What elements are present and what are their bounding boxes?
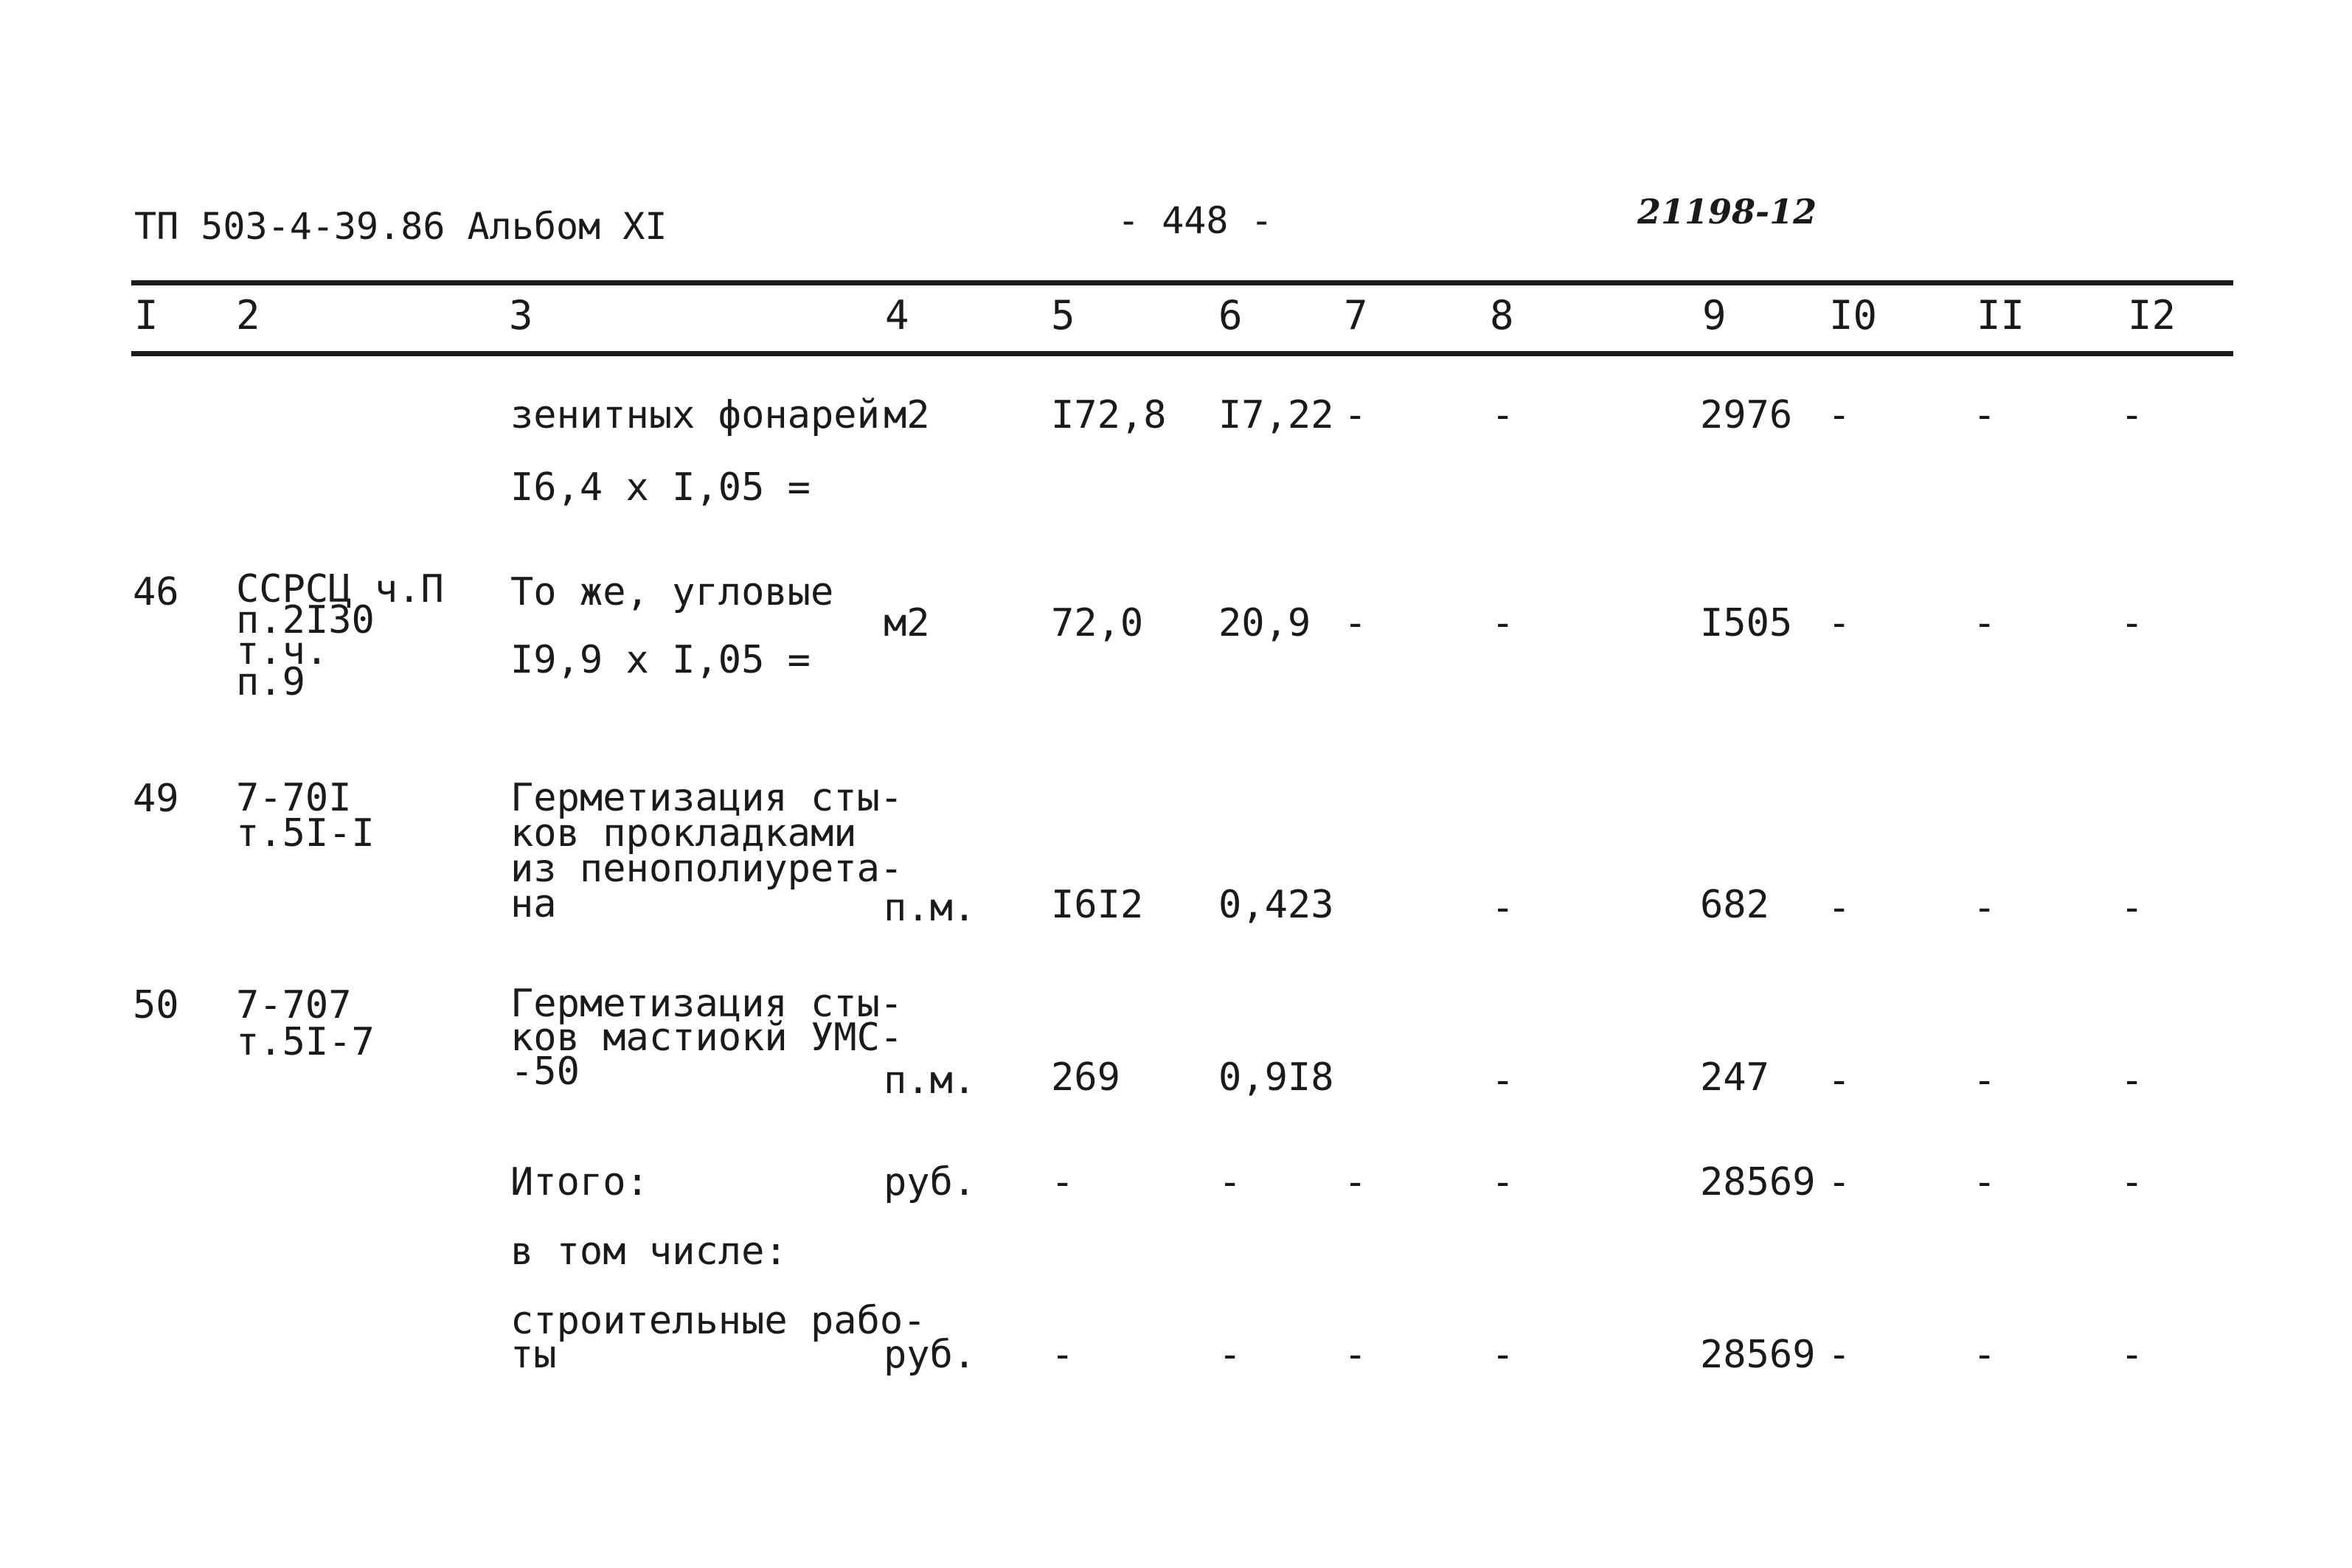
row-col8: - (1491, 601, 1515, 645)
row-col11: - (1973, 601, 1997, 645)
row-description: в том числе: (510, 1229, 788, 1274)
row-col5: I72,8 (1051, 393, 1167, 437)
row-col12: - (2120, 393, 2144, 437)
column-number: 5 (1051, 292, 1075, 339)
row-col7: - (1344, 393, 1367, 437)
row-col5: - (1051, 1333, 1075, 1377)
row-col5: 269 (1051, 1055, 1120, 1100)
row-col5: 72,0 (1051, 601, 1144, 645)
row-subformula: I6,4 x I,05 = (510, 465, 811, 510)
row-subformula: I9,9 x I,05 = (510, 638, 811, 682)
row-col8: - (1491, 1160, 1515, 1204)
row-col8: - (1491, 1058, 1515, 1103)
row-code: 7-707 т.5I-7 (236, 983, 375, 1064)
row-col11: - (1973, 1333, 1997, 1377)
column-number: 8 (1490, 292, 1514, 339)
table-header-rule (131, 351, 2233, 356)
column-number: 7 (1344, 292, 1368, 339)
row-col12: - (2120, 1160, 2144, 1204)
row-code: ССРСЦ ч.П п.2I30 т.ч. п.9 (236, 567, 444, 704)
row-col10: - (1828, 393, 1851, 437)
row-col12: - (2120, 1058, 2144, 1103)
row-col7: - (1344, 601, 1367, 645)
row-col10: - (1828, 1160, 1851, 1204)
row-description: Итого: (510, 1160, 649, 1204)
column-number: I2 (2128, 292, 2176, 339)
row-unit: руб. (884, 1160, 976, 1204)
row-col11: - (1973, 393, 1997, 437)
handwritten-reference: 21198-12 (1637, 192, 1817, 232)
column-number: 3 (509, 292, 533, 339)
row-col8: - (1491, 1333, 1515, 1377)
row-col9: 28569 (1700, 1333, 1816, 1377)
row-unit: п.м. (884, 886, 976, 930)
row-col12: - (2120, 886, 2144, 930)
row-description: Герметизация сты- ков мастиокй УМС- -50 (510, 982, 903, 1094)
row-unit: м2 (884, 393, 930, 437)
row-col9: 2976 (1700, 393, 1793, 437)
row-col6: - (1218, 1333, 1242, 1377)
row-col9: I505 (1700, 601, 1793, 645)
row-col6: I7,22 (1218, 393, 1334, 437)
row-number: 50 (133, 983, 179, 1027)
row-col8: - (1491, 886, 1515, 930)
row-col6: - (1218, 1160, 1242, 1204)
row-col9: 247 (1700, 1055, 1769, 1100)
row-col7: - (1344, 1333, 1367, 1377)
row-unit: руб. (884, 1333, 976, 1377)
row-col6: 0,423 (1218, 883, 1334, 927)
row-number: 46 (133, 570, 179, 614)
row-col12: - (2120, 1333, 2144, 1377)
row-code: 7-70I т.5I-I (236, 776, 375, 856)
page-number: - 448 - (1117, 199, 1273, 242)
row-col10: - (1828, 886, 1851, 930)
column-number: I0 (1829, 292, 1878, 339)
row-col11: - (1973, 1058, 1997, 1103)
row-col6: 0,9I8 (1218, 1055, 1334, 1100)
column-number: 6 (1218, 292, 1243, 339)
row-unit: п.м. (884, 1058, 976, 1103)
row-description: зенитных фонарей (510, 393, 880, 437)
column-number: 4 (885, 292, 909, 339)
row-col7: - (1344, 1160, 1367, 1204)
column-number: 9 (1702, 292, 1727, 339)
row-col9: 682 (1700, 883, 1769, 927)
row-description: То же, угловые (510, 570, 834, 614)
row-description: строительные рабо- ты (510, 1299, 926, 1377)
table-top-rule (131, 280, 2233, 285)
row-col6: 20,9 (1218, 601, 1311, 645)
row-col11: - (1973, 1160, 1997, 1204)
document-reference: ТП 503-4-39.86 Альбом XI (134, 205, 667, 248)
row-col11: - (1973, 886, 1997, 930)
row-col8: - (1491, 393, 1515, 437)
row-col5: - (1051, 1160, 1075, 1204)
row-col10: - (1828, 601, 1851, 645)
row-col5: I6I2 (1051, 883, 1144, 927)
row-col12: - (2120, 601, 2144, 645)
column-number: 2 (236, 292, 260, 339)
column-number: II (1977, 292, 2025, 339)
row-col10: - (1828, 1333, 1851, 1377)
row-number: 49 (133, 777, 179, 821)
row-col10: - (1828, 1058, 1851, 1103)
row-description: Герметизация сты- ков прокладками из пенополиурета- на (510, 776, 903, 926)
row-col9: 28569 (1700, 1160, 1816, 1204)
column-number: I (134, 292, 159, 339)
row-unit: м2 (884, 601, 930, 645)
